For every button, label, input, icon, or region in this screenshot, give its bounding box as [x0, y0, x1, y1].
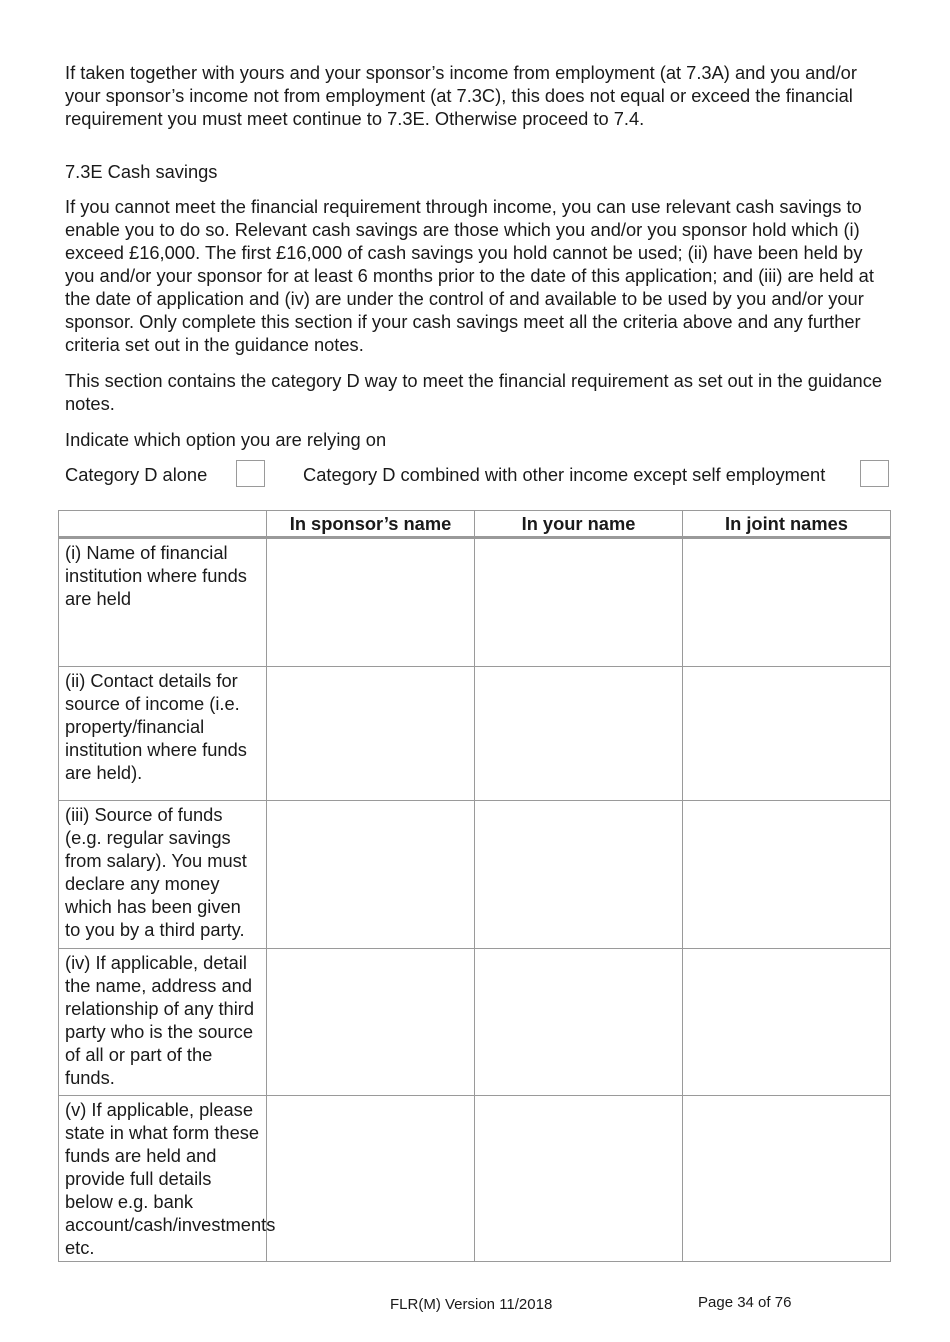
category-d-alone-label: Category D alone [65, 464, 208, 485]
contact-your-field[interactable] [475, 667, 683, 801]
row-label-institution: (i) Name of financial institution where funds are held [59, 538, 267, 667]
source-joint-field[interactable] [683, 801, 891, 949]
cash-savings-table [58, 510, 891, 1262]
contact-joint-field[interactable] [683, 667, 891, 801]
third-party-joint-field[interactable] [683, 949, 891, 1096]
cash-savings-description: If you cannot meet the financial requirement through income, you can use relevant cash savings to enable you to do so. Relevant cash savings are those which you and/or you sponsor hold which (i) exceed £16,000. The first £16,000 of cash savings you hold cannot be used; (ii) have been held by you and/or your sponsor for at least 6 months prior to the date of this application; and (iii) are held at the date of application and (iv) are under the control of and available to be used by you and/or your sponsor. Only complete this section if your cash savings meet all the criteria above and any further criteria set out in the guidance notes. [65, 196, 874, 355]
category-d-alone-checkbox[interactable] [236, 460, 265, 487]
table-row [59, 667, 891, 801]
form-version: FLR(M) Version 11/2018 [390, 1296, 553, 1313]
header-your-name: In your name [475, 511, 683, 538]
institution-joint-field[interactable] [683, 538, 891, 667]
row-label-form-of-funds: (v) If applicable, please state in what form these funds are held and provide full details below e.g. bank account/cash/investments etc. [59, 1096, 267, 1262]
option-prompt: Indicate which option you are relying on [65, 429, 387, 450]
category-d-combined-checkbox[interactable] [860, 460, 889, 487]
category-note: This section contains the category D way to meet the financial requirement as set out in the guidance notes. [65, 370, 883, 414]
intro-paragraph: If taken together with yours and your sponsor’s income from employment (at 7.3A) and you and/or your sponsor’s income not from employment (at 7.3C), this does not equal or exceed the financial requirement you must meet continue to 7.3E. Otherwise proceed to 7.4. [65, 62, 857, 129]
third-party-your-field[interactable] [475, 949, 683, 1096]
table-header-row [59, 511, 891, 538]
table-row [59, 538, 891, 667]
form-sponsor-field[interactable] [267, 1096, 475, 1262]
header-blank [59, 511, 267, 538]
form-your-field[interactable] [475, 1096, 683, 1262]
row-label-source-of-funds: (iii) Source of funds (e.g. regular savings from salary). You must declare any money which has been given to you by a third party. [59, 801, 267, 949]
source-your-field[interactable] [475, 801, 683, 949]
contact-sponsor-field[interactable] [267, 667, 475, 801]
table-row [59, 949, 891, 1096]
form-joint-field[interactable] [683, 1096, 891, 1262]
third-party-sponsor-field[interactable] [267, 949, 475, 1096]
header-sponsor-name: In sponsor’s name [267, 511, 475, 538]
row-label-contact-details: (ii) Contact details for source of income (i.e. property/financial institution where funds are held). [59, 667, 267, 801]
table-row [59, 1096, 891, 1262]
institution-your-field[interactable] [475, 538, 683, 667]
header-joint-names: In joint names [683, 511, 891, 538]
table-row [59, 801, 891, 949]
source-sponsor-field[interactable] [267, 801, 475, 949]
section-title: 7.3E Cash savings [65, 161, 218, 182]
row-label-third-party: (iv) If applicable, detail the name, address and relationship of any third party who is the source of all or part of the funds. [59, 949, 267, 1096]
institution-sponsor-field[interactable] [267, 538, 475, 667]
category-d-combined-label: Category D combined with other income except self employment [303, 464, 826, 485]
page-number: Page 34 of 76 [698, 1294, 792, 1311]
